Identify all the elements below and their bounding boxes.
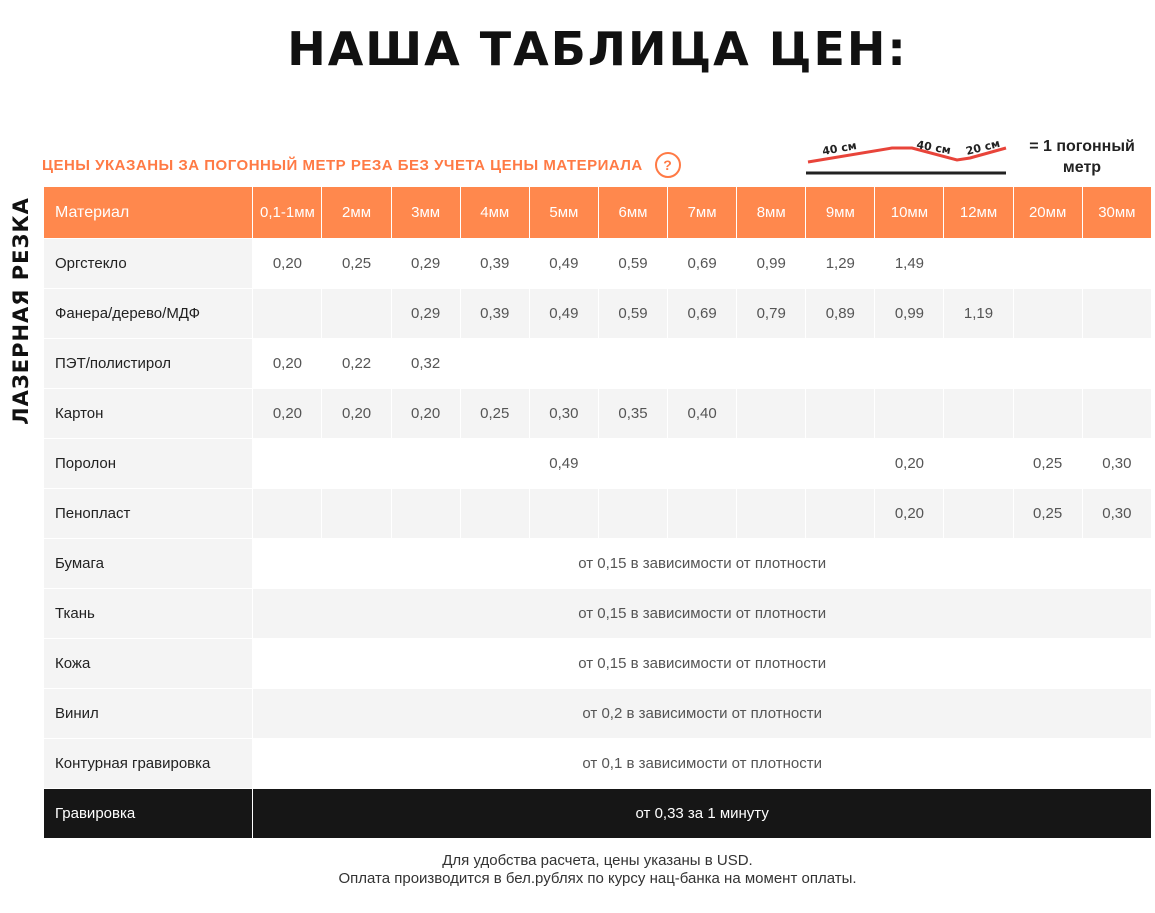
price-cell [737,389,806,439]
material-name: ПЭТ/полистирол [44,339,253,389]
meter-note [1022,136,1142,178]
table-row [44,639,1152,689]
price-cell: 0,30 [1082,439,1151,489]
column-header: 7мм [668,187,737,239]
price-table [43,186,1152,839]
table-row [44,439,1152,489]
price-cell: 0,69 [668,289,737,339]
price-cell [322,489,391,539]
section-label-text: ЛАЗЕРНАЯ РЕЗКА [9,197,34,425]
column-header: 9мм [806,187,875,239]
question-icon[interactable]: ? [655,152,681,178]
footer-note [0,852,1155,888]
column-header: 20мм [1013,187,1082,239]
price-cell [529,339,598,389]
price-cell [668,439,737,489]
price-cell: 0,25 [1013,439,1082,489]
price-cell [737,489,806,539]
price-cell [391,489,460,539]
price-cell [598,439,667,489]
price-cell: 0,22 [322,339,391,389]
price-cell: 1,19 [944,289,1013,339]
price-note [42,152,681,178]
column-header: 4мм [460,187,529,239]
column-header: 2мм [322,187,391,239]
material-name: Оргстекло [44,239,253,289]
section-label [6,186,36,436]
price-cell: 0,29 [391,239,460,289]
price-cell [391,439,460,489]
segment-label-2: 40 см [915,138,952,157]
price-cell: 0,49 [529,239,598,289]
price-cell [460,339,529,389]
price-cell: 0,89 [806,289,875,339]
price-cell: 0,40 [668,389,737,439]
table-header-row [44,187,1152,239]
price-cell [668,489,737,539]
price-cell [806,489,875,539]
price-cell [1013,339,1082,389]
price-cell [598,339,667,389]
price-cell: 0,32 [391,339,460,389]
column-header: 12мм [944,187,1013,239]
span-price-cell: от 0,33 за 1 минуту [253,789,1152,839]
column-header: 30мм [1082,187,1151,239]
price-cell [944,239,1013,289]
price-cell: 0,20 [253,239,322,289]
material-name: Фанера/дерево/МДФ [44,289,253,339]
price-cell [1013,239,1082,289]
price-cell: 0,25 [1013,489,1082,539]
price-cell: 0,49 [529,439,598,489]
table-row [44,539,1152,589]
running-meter-diagram [800,130,1015,180]
material-name: Поролон [44,439,253,489]
price-cell [322,439,391,489]
price-cell: 0,20 [875,439,944,489]
material-name: Ткань [44,589,253,639]
price-cell [875,339,944,389]
price-cell [1013,289,1082,339]
price-cell: 1,49 [875,239,944,289]
price-cell [253,489,322,539]
meter-note-line1: = 1 погонный [1029,138,1135,155]
span-price-cell: от 0,15 в зависимости от плотности [253,589,1152,639]
price-cell [460,439,529,489]
column-header: 0,1-1мм [253,187,322,239]
price-cell [322,289,391,339]
price-cell [1082,289,1151,339]
price-cell: 0,99 [737,239,806,289]
column-header: 5мм [529,187,598,239]
price-note-text: ЦЕНЫ УКАЗАНЫ ЗА ПОГОННЫЙ МЕТР РЕЗА БЕЗ УЧЕТА ЦЕНЫ МАТЕРИАЛА [42,156,643,174]
material-name: Винил [44,689,253,739]
material-name: Бумага [44,539,253,589]
price-cell: 0,20 [253,389,322,439]
price-cell [253,289,322,339]
price-cell [460,489,529,539]
price-cell: 1,29 [806,239,875,289]
material-name: Кожа [44,639,253,689]
price-cell: 0,25 [460,389,529,439]
column-header-material: Материал [44,187,253,239]
price-cell: 0,69 [668,239,737,289]
segment-label-3: 20 см [964,136,1002,158]
price-cell [737,339,806,389]
price-cell [944,339,1013,389]
price-cell [1082,239,1151,289]
price-cell: 0,99 [875,289,944,339]
price-cell: 0,39 [460,289,529,339]
page-title: НАША ТАБЛИЦА ЦЕН: [287,22,908,76]
price-cell: 0,20 [391,389,460,439]
price-cell: 0,59 [598,239,667,289]
footer-line-2: Оплата производится в бел.рублях по курсу нац-банка на момент оплаты. [338,870,857,887]
price-cell: 0,30 [529,389,598,439]
price-cell [1013,389,1082,439]
table-row [44,389,1152,439]
price-cell [806,339,875,389]
table-row [44,589,1152,639]
span-price-cell: от 0,15 в зависимости от плотности [253,639,1152,689]
table-row [44,289,1152,339]
table-row [44,739,1152,789]
price-cell [806,389,875,439]
price-cell [944,389,1013,439]
price-cell: 0,29 [391,289,460,339]
span-price-cell: от 0,1 в зависимости от плотности [253,739,1152,789]
material-name: Контурная гравировка [44,739,253,789]
meter-note-line2: метр [1062,159,1102,176]
price-cell [1082,389,1151,439]
price-cell [944,489,1013,539]
column-header: 3мм [391,187,460,239]
price-cell [253,439,322,489]
price-cell [529,489,598,539]
table-row [44,339,1152,389]
price-cell [598,489,667,539]
column-header: 6мм [598,187,667,239]
price-cell: 0,35 [598,389,667,439]
price-cell: 0,25 [322,239,391,289]
price-cell: 0,39 [460,239,529,289]
price-cell [875,389,944,439]
price-cell: 0,79 [737,289,806,339]
material-name: Гравировка [44,789,253,839]
price-cell: 0,59 [598,289,667,339]
material-name: Картон [44,389,253,439]
column-header: 8мм [737,187,806,239]
price-cell [1082,339,1151,389]
column-header: 10мм [875,187,944,239]
price-cell: 0,20 [253,339,322,389]
price-cell: 0,49 [529,289,598,339]
engraving-row [44,789,1152,839]
table-row [44,489,1152,539]
price-cell: 0,20 [875,489,944,539]
price-cell [944,439,1013,489]
span-price-cell: от 0,2 в зависимости от плотности [253,689,1152,739]
span-price-cell: от 0,15 в зависимости от плотности [253,539,1152,589]
price-cell [737,439,806,489]
material-name: Пенопласт [44,489,253,539]
price-cell [668,339,737,389]
segment-label-1: 40 см [821,139,858,158]
price-cell: 0,20 [322,389,391,439]
table-row [44,239,1152,289]
table-row [44,689,1152,739]
footer-line-1: Для удобства расчета, цены указаны в USD. [442,852,753,869]
price-cell [806,439,875,489]
price-cell: 0,30 [1082,489,1151,539]
